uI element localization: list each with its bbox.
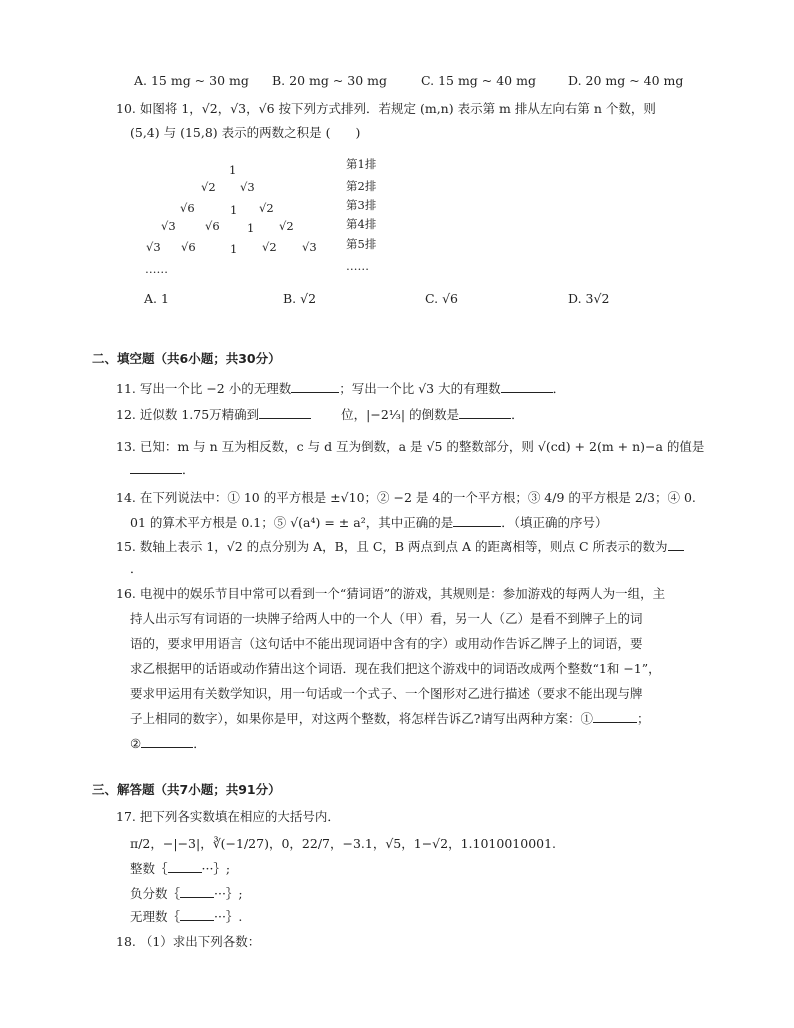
q14-blank[interactable] [453,514,501,527]
section2-title: 二、填空题（共6小题；共30分） [92,351,281,366]
tri-r1-1: 1 [229,163,237,177]
q16-line7-b: ． [193,736,206,751]
set-integer-close: ···｝; [201,861,231,876]
q16-line5: 要求甲运用有关数学知识，用一句话或一个式子、一个图形对乙进行描述（要求不能出现与牌 [130,686,643,701]
q12 [116,405,524,423]
q13-text-b: ． [182,462,195,477]
q15-line2: ． [130,561,143,576]
set-irrational-open: 无理数｛ [130,909,181,924]
q11 [116,379,565,397]
tri-r5-3: 1 [230,242,238,256]
q13-line2 [130,460,195,478]
row-label-2: 第2排 [346,179,377,193]
q17-numbers: π/2，−|−3|，∛(−1/27)，0，22/7，−3.1，√5，1−√2，1.1010010001. [130,836,557,851]
tri-r5-5: √3 [302,240,317,254]
q11-blank-2[interactable] [501,380,553,393]
q17-stem: 17. 把下列各实数填在相应的大括号内． [116,809,340,824]
q12-text-b: 位，|−2⅓| 的倒数是 [341,407,460,422]
tri-r3-3: √2 [259,201,274,215]
row-label-ellipsis: …… [346,259,369,273]
q10-option-a: A. 1 [144,291,169,306]
q16-line6-end: ； [636,711,650,726]
tri-ellipsis: …… [145,262,168,276]
q9-option-c: C. 15 mg ~ 40 mg [421,73,536,88]
set-negfrac-close: ···｝; [214,886,243,901]
q16-line7 [130,734,206,752]
q17-set-negative-fraction [130,884,243,902]
q16-blank-1[interactable] [593,710,637,723]
set-negfrac-blank[interactable] [180,885,214,898]
row-label-1: 第1排 [346,157,377,171]
q14-text-b: 01 的算术平方根是 0.1；⑤ √(a⁴) = ± a²，其中正确的是 [130,515,454,530]
q11-text-b: ；写出一个比 √3 大的有理数 [339,381,501,396]
tri-r2-1: √2 [201,180,216,194]
q14-line1: 14. 在下列说法中：① 10 的平方根是 ±√10；② −2 是 4的一个平方根；③ 4/9 的平方根是 2/3；④ 0. [116,490,696,505]
q14-text-c: ．（填正确的序号） [501,515,608,530]
tri-r3-1: √6 [180,201,195,215]
q17-set-irrational [130,907,242,925]
q11-blank-1[interactable] [291,380,339,393]
q16-line7-a: ② [130,736,142,751]
q12-blank-1[interactable] [259,406,311,419]
tri-r4-2: √6 [205,219,220,233]
set-irrational-blank[interactable] [180,908,214,921]
q16-line1: 16. 电视中的娱乐节目中常可以看到一个“猜词语”的游戏，其规则是：参加游戏的每两人为一组，主 [116,586,666,601]
tri-r2-2: √3 [240,180,255,194]
set-negfrac-open: 负分数｛ [130,886,181,901]
q15-line1 [116,537,684,555]
set-integer-blank[interactable] [168,860,202,873]
q10-option-b: B. √2 [283,291,317,306]
tri-r4-1: √3 [161,219,176,233]
tri-r4-3: 1 [247,221,255,235]
tri-r5-4: √2 [262,240,277,254]
section3-title: 三、解答题（共7小题；共91分） [92,782,281,797]
q16-line2: 持人出示写有词语的一块牌子给两人中的一个人（甲）看，另一人（乙）是看不到牌子上的词 [130,611,643,626]
q16-line3: 语的，要求甲用语言（这句话中不能出现词语中含有的字）或用动作告诉乙牌子上的词语，要 [130,636,643,651]
set-integer-open: 整数｛ [130,861,168,876]
tri-r5-1: √3 [146,240,161,254]
q17-set-integer [130,859,230,877]
q15-blank[interactable] [668,538,684,551]
q14-line2 [130,513,607,531]
q12-text-c: ． [511,407,524,422]
q9-option-a: A. 15 mg ~ 30 mg [134,73,249,88]
q11-text-c: ． [552,381,566,396]
tri-r3-2: 1 [230,203,238,217]
q13-line1: 13. 已知：m 与 n 互为相反数，c 与 d 互为倒数，a 是 √5 的整数部分，则 √(cd) + 2(m + n)−a 的值是 [116,439,705,454]
q9-option-b: B. 20 mg ~ 30 mg [272,73,388,88]
q10-option-d: D. 3√2 [568,291,610,306]
row-label-5: 第5排 [346,237,377,251]
q12-text-a: 12. 近似数 1.75万精确到 [116,407,260,422]
tri-r4-4: √2 [279,219,294,233]
q11-text-a: 11. 写出一个比 −2 小的无理数 [116,381,292,396]
q16-line4: 求乙根据甲的话语或动作猜出这个词语．现在我们把这个游戏中的词语改成两个整数“1和 −1”， [130,661,661,676]
q18-stem: 18. （1）求出下列各数： [116,934,261,949]
q15-text-a: 15. 数轴上表示 1，√2 的点分别为 A，B，且 C，B 两点到点 A 的距离相等，则点 C 所表示的数为 [116,539,668,554]
q10-stem-line1: 10. 如图将 1，√2，√3，√6 按下列方式排列．若规定 (m,n) 表示第 m 排从左向右第 n 个数，则 [116,101,656,116]
q16-line6-text: 子上相同的数字），如果你是甲，对这两个整数，将怎样告诉乙?请写出两种方案：① [130,711,593,726]
q10-stem-line2: (5,4) 与 (15,8) 表示的两数之积是 ( ) [130,125,361,140]
q13-blank[interactable] [130,461,182,474]
set-irrational-close: ···｝. [214,909,243,924]
q16-blank-2[interactable] [141,735,193,748]
q10-option-c: C. √6 [425,291,458,306]
row-label-3: 第3排 [346,198,377,212]
tri-r5-2: √6 [181,240,196,254]
row-label-4: 第4排 [346,217,377,231]
q16-line6 [130,709,649,727]
q12-blank-2[interactable] [459,406,511,419]
q9-option-d: D. 20 mg ~ 40 mg [568,73,684,88]
